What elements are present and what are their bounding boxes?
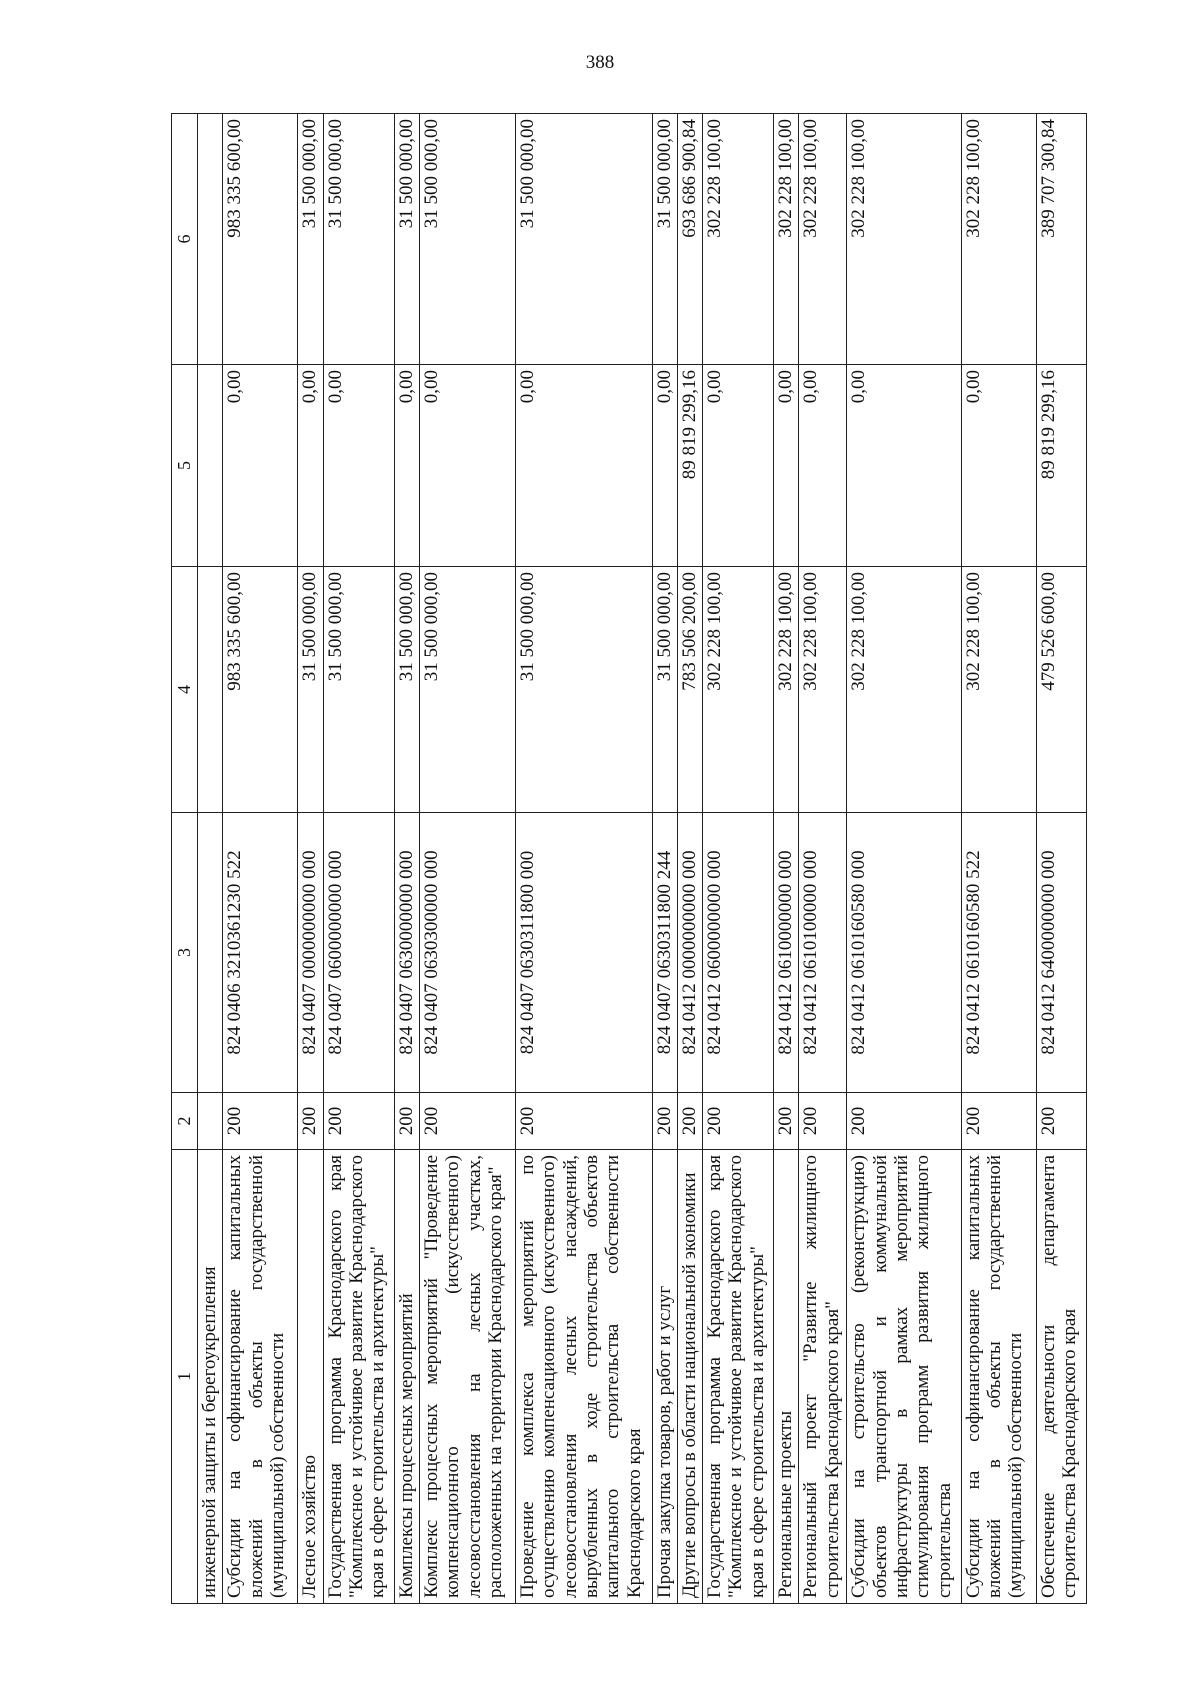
row-code: 200 [420, 1093, 516, 1150]
budget-table [171, 113, 1087, 1604]
row-col5: 0,00 [323, 365, 394, 567]
table-row [774, 114, 799, 1604]
row-col6: 302 228 100,00 [961, 114, 1036, 365]
row-col6: 31 500 000,00 [323, 114, 394, 365]
row-col4: 31 500 000,00 [516, 567, 652, 813]
row-code: 200 [298, 1093, 323, 1150]
row-col6 [198, 114, 223, 365]
row-name: Субсидии на строительство (реконструкцию) объектов транспортной и коммунальной инфраструктуры в рамках мероприятий стимулирования программ развития жилищного строительства [847, 1150, 961, 1604]
row-code: 200 [223, 1093, 298, 1150]
row-kbk: 824 0407 0600000000 000 [323, 813, 394, 1093]
row-name: инженерной защиты и берегоукрепления [198, 1150, 223, 1604]
row-name: Комплекс процессных мероприятий "Проведение компенсационного (искусственного) лесовосстановления на лесных участках, расположенных на территории Краснодарского края" [420, 1150, 516, 1604]
row-col4: 302 228 100,00 [961, 567, 1036, 813]
row-name: Государственная программа Краснодарского края "Комплексное и устойчивое развитие Краснодарского края в сфере строительства и архитектуры" [703, 1150, 774, 1604]
row-name: Субсидии на софинансирование капитальных вложений в объекты государственной (муниципальной) собственности [961, 1150, 1036, 1604]
row-col6: 302 228 100,00 [799, 114, 847, 365]
row-col4: 31 500 000,00 [394, 567, 419, 813]
table-row [1036, 114, 1086, 1604]
header-cell: 5 [172, 365, 198, 567]
table-row [799, 114, 847, 1604]
row-code: 200 [961, 1093, 1036, 1150]
row-col4 [198, 567, 223, 813]
table-row [394, 114, 419, 1604]
row-kbk: 824 0412 0610160580 000 [847, 813, 961, 1093]
table-row [223, 114, 298, 1604]
header-cell: 2 [172, 1093, 198, 1150]
row-col6: 983 335 600,00 [223, 114, 298, 365]
row-kbk: 824 0407 0630311800 000 [516, 813, 652, 1093]
rotated-table-wrapper [171, 114, 1087, 1604]
row-col5: 0,00 [298, 365, 323, 567]
row-code: 200 [652, 1093, 677, 1150]
table-row [198, 114, 223, 1604]
row-name: Региональный проект "Развитие жилищного строительства Краснодарского края" [799, 1150, 847, 1604]
row-col6: 31 500 000,00 [298, 114, 323, 365]
page-number: 388 [585, 52, 615, 73]
row-name: Прочая закупка товаров, работ и услуг [652, 1150, 677, 1604]
row-code: 200 [774, 1093, 799, 1150]
row-col4: 302 228 100,00 [774, 567, 799, 813]
row-col6: 389 707 300,84 [1036, 114, 1086, 365]
row-kbk: 824 0412 0610160580 522 [961, 813, 1036, 1093]
row-col4: 31 500 000,00 [420, 567, 516, 813]
row-code: 200 [847, 1093, 961, 1150]
row-col4: 983 335 600,00 [223, 567, 298, 813]
row-name: Лесное хозяйство [298, 1150, 323, 1604]
row-col4: 31 500 000,00 [652, 567, 677, 813]
row-col4: 31 500 000,00 [323, 567, 394, 813]
row-col6: 31 500 000,00 [394, 114, 419, 365]
row-col5: 89 819 299,16 [1036, 365, 1086, 567]
row-col5: 0,00 [799, 365, 847, 567]
row-code: 200 [677, 1093, 702, 1150]
row-name: Государственная программа Краснодарского края "Комплексное и устойчивое развитие Краснодарского края в сфере строительства и архитектуры" [323, 1150, 394, 1604]
row-col6: 302 228 100,00 [703, 114, 774, 365]
row-name: Региональные проекты [774, 1150, 799, 1604]
row-name: Обеспечение деятельности департамента строительства Краснодарского края [1036, 1150, 1086, 1604]
row-col4: 31 500 000,00 [298, 567, 323, 813]
row-code [198, 1093, 223, 1150]
row-col5: 0,00 [652, 365, 677, 567]
row-col5: 0,00 [516, 365, 652, 567]
table-row [961, 114, 1036, 1604]
row-col5: 0,00 [847, 365, 961, 567]
row-kbk: 824 0412 0610000000 000 [774, 813, 799, 1093]
row-col4: 479 526 600,00 [1036, 567, 1086, 813]
table-row [703, 114, 774, 1604]
row-col5: 89 819 299,16 [677, 365, 702, 567]
header-cell: 1 [172, 1150, 198, 1604]
row-code: 200 [394, 1093, 419, 1150]
row-col6: 31 500 000,00 [516, 114, 652, 365]
row-kbk: 824 0412 0610100000 000 [799, 813, 847, 1093]
row-kbk: 824 0407 0630000000 000 [394, 813, 419, 1093]
row-code: 200 [703, 1093, 774, 1150]
header-cell: 4 [172, 567, 198, 813]
header-row [172, 114, 198, 1604]
row-col6: 302 228 100,00 [774, 114, 799, 365]
row-name: Комплексы процессных мероприятий [394, 1150, 419, 1604]
row-col5: 0,00 [420, 365, 516, 567]
row-kbk: 824 0406 3210361230 522 [223, 813, 298, 1093]
row-col6: 693 686 900,84 [677, 114, 702, 365]
row-kbk: 824 0412 6400000000 000 [1036, 813, 1086, 1093]
row-col5: 0,00 [703, 365, 774, 567]
row-name: Проведение комплекса мероприятий по осуществлению компенсационного (искусственного) лесовосстановления лесных насаждений, вырубленных в ходе строительства объектов капитального строительства собственности Краснодарского края [516, 1150, 652, 1604]
table-row [298, 114, 323, 1604]
row-code: 200 [1036, 1093, 1086, 1150]
row-col6: 31 500 000,00 [652, 114, 677, 365]
table-row [323, 114, 394, 1604]
table-row [677, 114, 702, 1604]
row-col5: 0,00 [961, 365, 1036, 567]
row-kbk: 824 0412 0600000000 000 [703, 813, 774, 1093]
row-col6: 302 228 100,00 [847, 114, 961, 365]
row-col5 [198, 365, 223, 567]
row-name: Другие вопросы в области национальной экономики [677, 1150, 702, 1604]
row-col6: 31 500 000,00 [420, 114, 516, 365]
row-col4: 783 506 200,00 [677, 567, 702, 813]
table-row [652, 114, 677, 1604]
table-row [516, 114, 652, 1604]
row-kbk [198, 813, 223, 1093]
row-kbk: 824 0412 0000000000 000 [677, 813, 702, 1093]
row-code: 200 [323, 1093, 394, 1150]
row-kbk: 824 0407 0000000000 000 [298, 813, 323, 1093]
row-code: 200 [799, 1093, 847, 1150]
row-col4: 302 228 100,00 [847, 567, 961, 813]
row-kbk: 824 0407 0630311800 244 [652, 813, 677, 1093]
row-col5: 0,00 [394, 365, 419, 567]
row-kbk: 824 0407 0630300000 000 [420, 813, 516, 1093]
table-row [420, 114, 516, 1604]
row-code: 200 [516, 1093, 652, 1150]
row-col4: 302 228 100,00 [799, 567, 847, 813]
header-cell: 3 [172, 813, 198, 1093]
row-col4: 302 228 100,00 [703, 567, 774, 813]
row-name: Субсидии на софинансирование капитальных вложений в объекты государственной (муниципальной) собственности [223, 1150, 298, 1604]
header-cell: 6 [172, 114, 198, 365]
row-col5: 0,00 [774, 365, 799, 567]
row-col5: 0,00 [223, 365, 298, 567]
table-row [847, 114, 961, 1604]
